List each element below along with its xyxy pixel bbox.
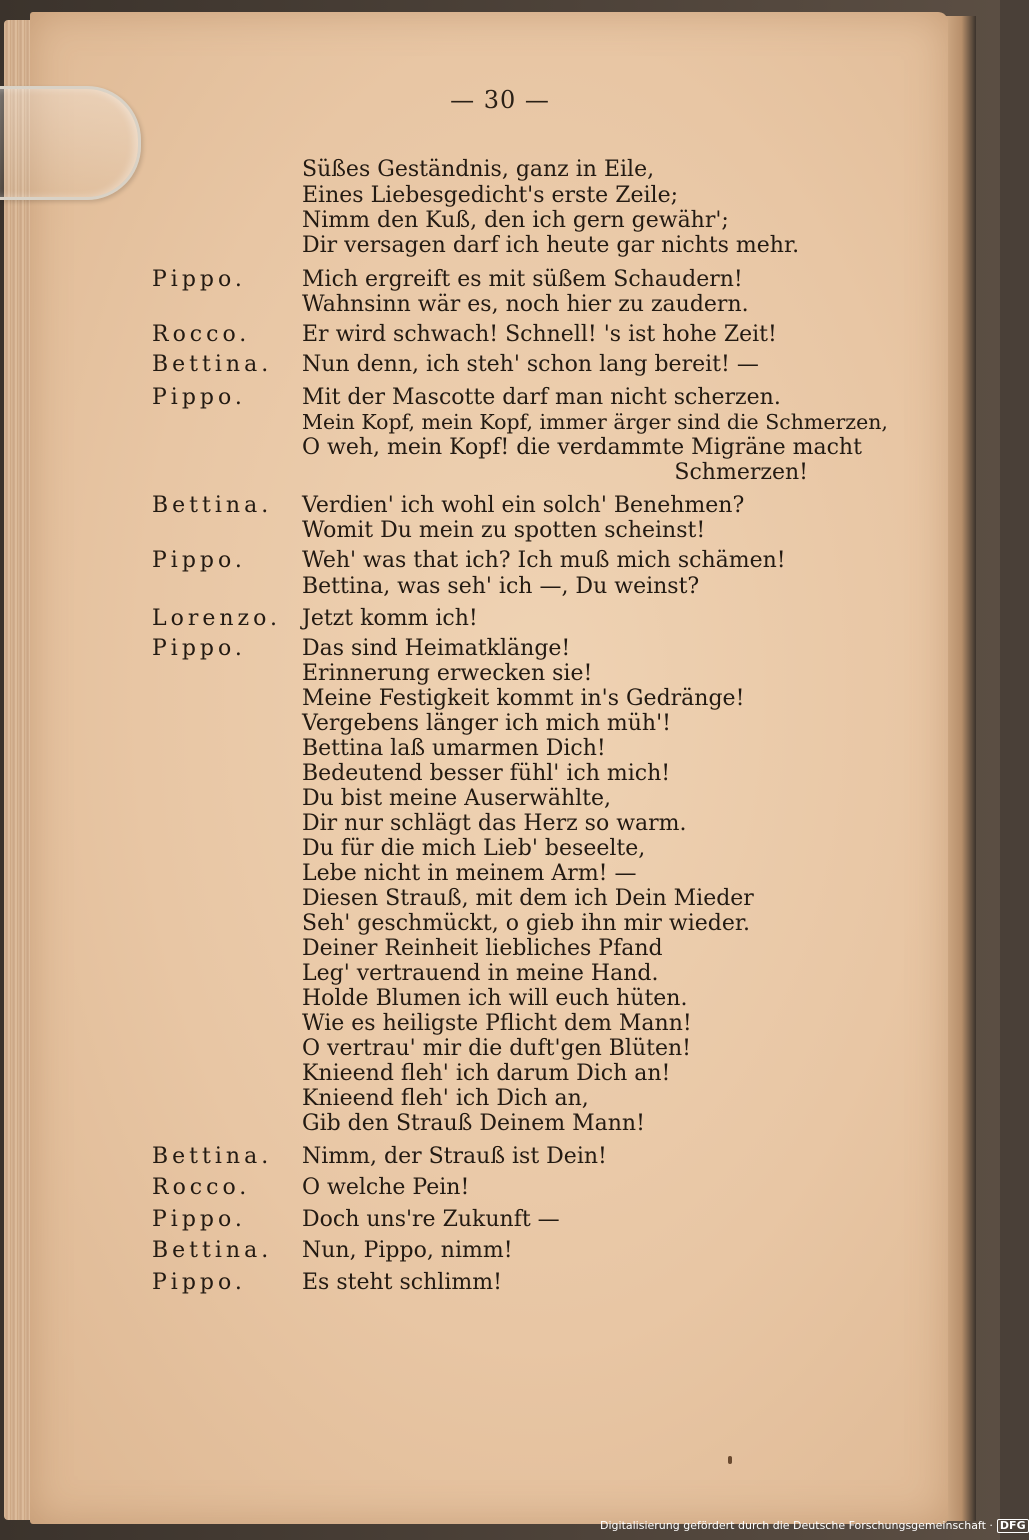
verse-line	[0, 1270, 1000, 1300]
speaker-name: Pippo.	[152, 1270, 246, 1295]
verse-text: Weh' was that ich? Ich muß mich schämen!	[302, 548, 786, 573]
verse-line	[0, 233, 1000, 263]
verse-text: Leg' vertrauend in meine Hand.	[302, 961, 659, 986]
verse-line	[0, 1111, 1000, 1141]
verse-text: Wie es heiligste Pflicht dem Mann!	[302, 1011, 692, 1036]
page-number: — 30 —	[450, 86, 550, 114]
verse-text: Dir versagen darf ich heute gar nichts mehr.	[302, 233, 800, 258]
verse-text: Eines Liebesgedicht's erste Zeile;	[302, 183, 678, 208]
verse-text: Mein Kopf, mein Kopf, immer ärger sind die Schmerzen,	[302, 410, 888, 434]
verse-text: Schmerzen!	[674, 460, 808, 485]
verse-text: Bettina, was seh' ich —, Du weinst?	[302, 574, 700, 599]
verse-line	[0, 606, 1000, 636]
verse-text: Bedeutend besser fühl' ich mich!	[302, 761, 671, 786]
verse-text: Womit Du mein zu spotten scheinst!	[302, 518, 706, 543]
speaker-name: Bettina.	[152, 1144, 273, 1169]
verse-text: Seh' geschmückt, o gieb ihn mir wieder.	[302, 911, 751, 936]
verse-text: Bettina laß umarmen Dich!	[302, 736, 606, 761]
speaker-name: Pippo.	[152, 385, 246, 410]
verse-text: Holde Blumen ich will euch hüten.	[302, 986, 688, 1011]
speaker-name: Bettina.	[152, 352, 273, 377]
verse-text: Meine Festigkeit kommt in's Gedränge!	[302, 686, 745, 711]
speaker-name: Pippo.	[152, 636, 246, 661]
verse-text: Diesen Strauß, mit dem ich Dein Mieder	[302, 886, 754, 911]
verse-line	[0, 1207, 1000, 1237]
verse-line	[0, 460, 1000, 490]
verse-text: O weh, mein Kopf! die verdammte Migräne macht	[302, 435, 862, 460]
speaker-name: Bettina.	[152, 493, 273, 518]
verse-text: Jetzt komm ich!	[302, 606, 478, 631]
verse-text: Nimm den Kuß, den ich gern gewähr';	[302, 208, 729, 233]
verse-text: O vertrau' mir die duft'gen Blüten!	[302, 1036, 692, 1061]
speaker-name: Rocco.	[152, 1175, 251, 1200]
ink-mark	[728, 1456, 732, 1464]
verse-text: Lebe nicht in meinem Arm! —	[302, 861, 637, 886]
digitization-footer	[600, 1519, 1026, 1537]
verse-text: Nun, Pippo, nimm!	[302, 1238, 513, 1263]
verse-text: Du für die mich Lieb' beseelte,	[302, 836, 646, 861]
verse-line	[0, 352, 1000, 382]
verse-text: Vergebens länger ich mich müh'!	[302, 711, 671, 736]
verse-text: Nun denn, ich steh' schon lang bereit! —	[302, 352, 759, 377]
speaker-name: Lorenzo.	[152, 606, 282, 631]
verse-line	[0, 1238, 1000, 1268]
verse-text: Mich ergreift es mit süßem Schaudern!	[302, 267, 743, 292]
speaker-name: Pippo.	[152, 548, 246, 573]
verse-text: Wahnsinn wär es, noch hier zu zaudern.	[302, 292, 749, 317]
verse-text: Erinnerung erwecken sie!	[302, 661, 593, 686]
verse-line	[0, 574, 1000, 604]
verse-text: Dir nur schlägt das Herz so warm.	[302, 811, 687, 836]
verse-text: Das sind Heimatklänge!	[302, 636, 571, 661]
verse-text: Doch uns're Zukunft —	[302, 1207, 560, 1232]
verse-text: Es steht schlimm!	[302, 1270, 502, 1295]
verse-text: Knieend fleh' ich Dich an,	[302, 1086, 589, 1111]
verse-line	[0, 1144, 1000, 1174]
verse-line	[0, 322, 1000, 352]
speaker-name: Pippo.	[152, 1207, 246, 1232]
verse-text: Knieend fleh' ich darum Dich an!	[302, 1061, 671, 1086]
verse-text: Er wird schwach! Schnell! 's ist hohe Zeit!	[302, 322, 777, 347]
dfg-logo-icon: DFG	[997, 1519, 1029, 1533]
verse-line	[0, 518, 1000, 548]
verse-text: Gib den Strauß Deinem Mann!	[302, 1111, 645, 1136]
verse-text: Deiner Reinheit liebliches Pfand	[302, 936, 663, 961]
verse-text: Süßes Geständnis, ganz in Eile,	[302, 157, 655, 182]
verse-text: Du bist meine Auserwählte,	[302, 786, 612, 811]
verse-text: Mit der Mascotte darf man nicht scherzen.	[302, 385, 781, 410]
verse-text: O welche Pein!	[302, 1175, 470, 1200]
speaker-name: Pippo.	[152, 267, 246, 292]
footer-text: Digitalisierung gefördert durch die Deutsche Forschungsgemeinschaft ·	[600, 1519, 993, 1532]
verse-text: Nimm, der Strauß ist Dein!	[302, 1144, 607, 1169]
verse-text: Verdien' ich wohl ein solch' Benehmen?	[302, 493, 745, 518]
speaker-name: Bettina.	[152, 1238, 273, 1263]
verse-line	[0, 1175, 1000, 1205]
speaker-name: Rocco.	[152, 322, 251, 347]
verse-line	[0, 292, 1000, 322]
